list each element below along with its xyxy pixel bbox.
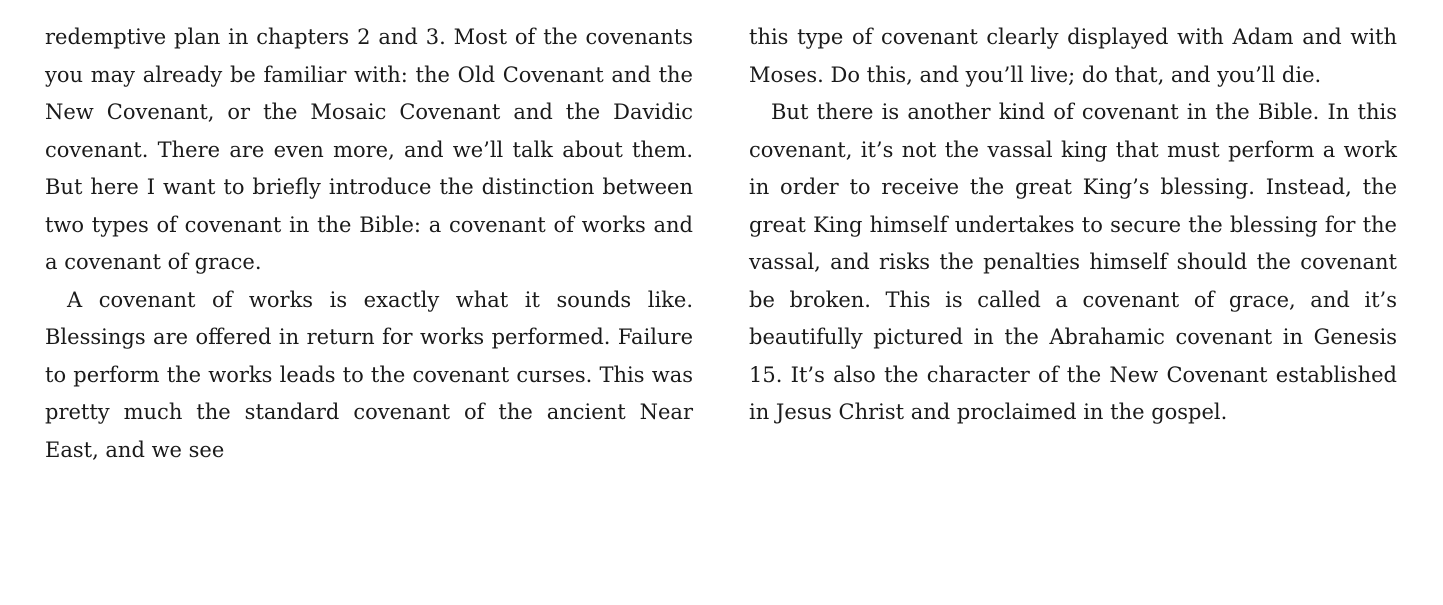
left-column <box>45 19 693 469</box>
paragraph-covenants-intro: redemptive plan in chapters 2 and 3. Most of the covenants you may already be familiar with: the Old Covenant and the New Covenant, or the Mosaic Covenant and the Davidic covenant. There are even more, and we’ll talk about them. But here I want to briefly introduce the distinction between two types of covenant in the Bible: a covenant of works and a covenant of grace. <box>45 25 693 274</box>
paragraph-covenant-of-works: A covenant of works is exactly what it sounds like. Blessings are offered in return for works performed. Failure to perform the works leads to the covenant curses. This was pretty much the standard covenant of the ancient Near East, and we see <box>45 287 693 462</box>
right-column <box>749 19 1397 432</box>
paragraph-covenant-of-grace: But there is another kind of covenant in the Bible. In this covenant, it’s not the vassal king that must perform a work in order to receive the great King’s blessing. Instead, the great King himself undertakes to secure the blessing for the vassal, and risks the penalties himself should the covenant be broken. This is called a covenant of grace, and it’s beautifully pictured in the Abrahamic covenant in Genesis 15. It’s also the character of the New Covenant established in Jesus Christ and proclaimed in the gospel. <box>749 100 1397 424</box>
paragraph-adam-moses: this type of covenant clearly displayed with Adam and with Moses. Do this, and you’ll live; do that, and you’ll die. <box>749 25 1397 87</box>
